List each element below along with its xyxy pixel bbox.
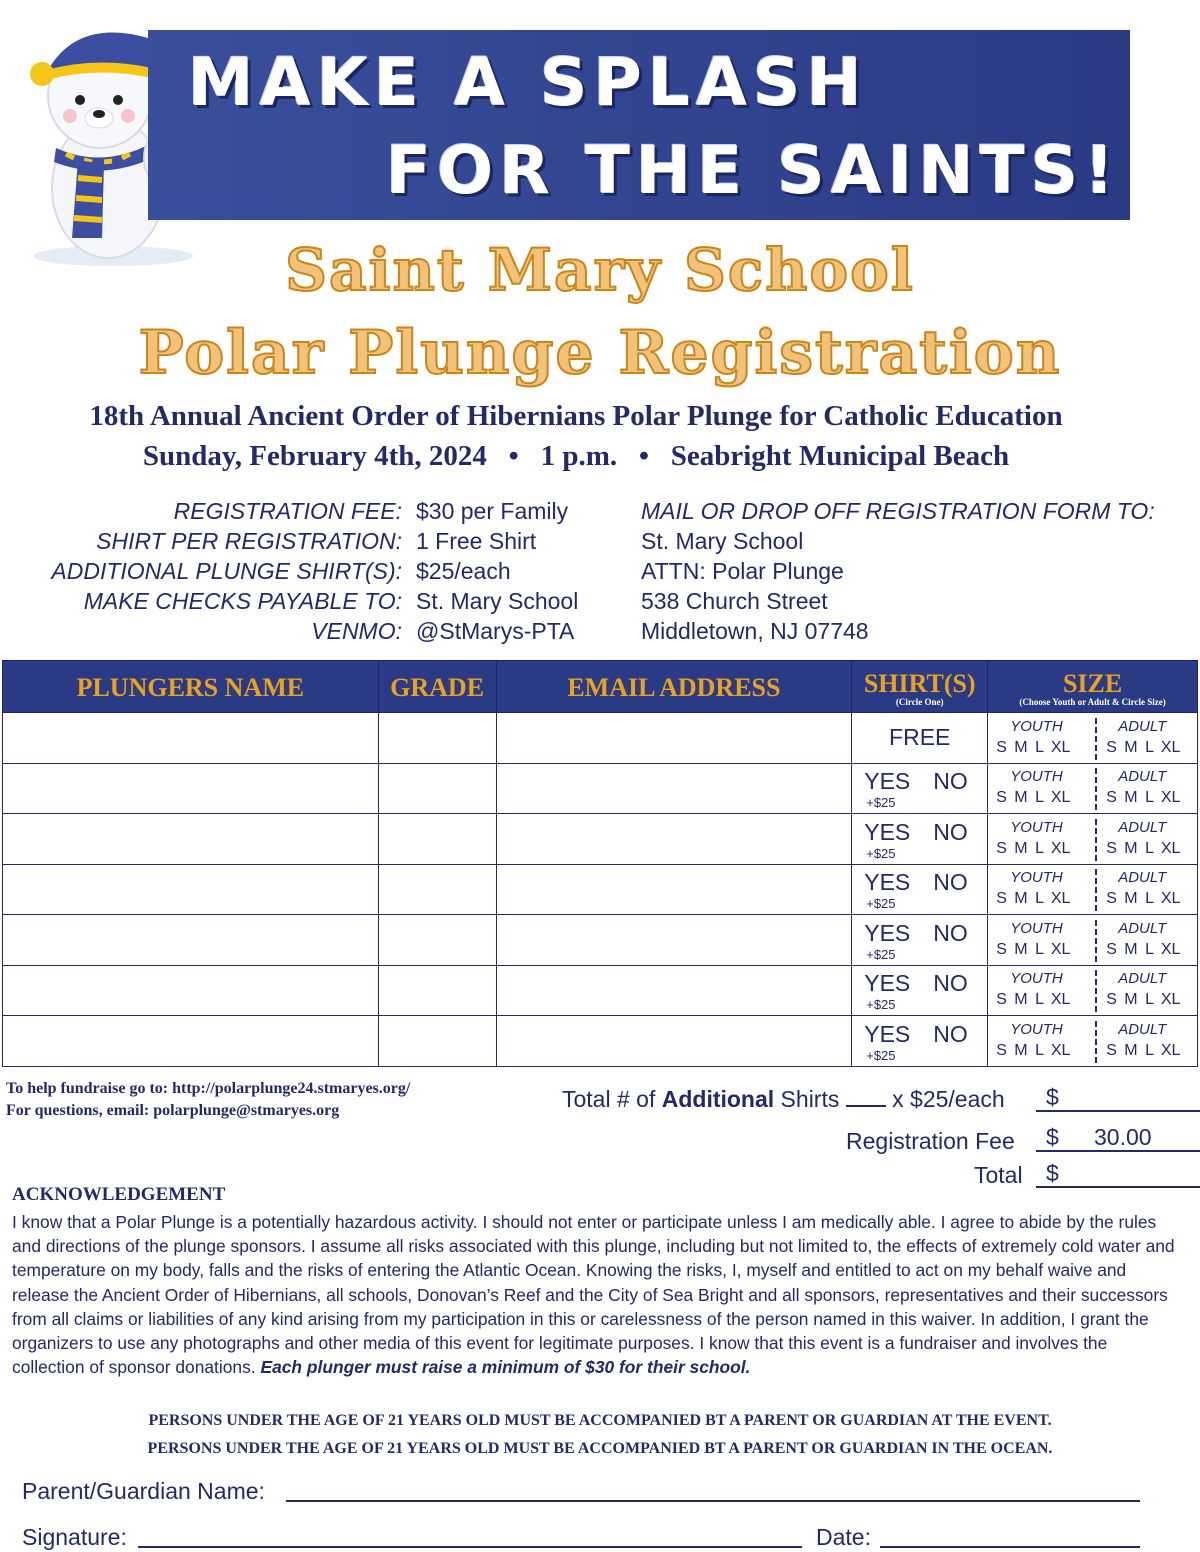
grade-field[interactable] — [378, 814, 496, 865]
youth-sizes[interactable]: S M L XL — [996, 1041, 1071, 1059]
email-field[interactable] — [496, 814, 852, 865]
fundraise-link[interactable]: To help fundraise go to: http://polarplunge24.stmaryes.org/ — [6, 1080, 411, 1097]
shirt-yes[interactable]: YES — [864, 869, 911, 896]
adult-sizes[interactable]: S M L XL — [1106, 991, 1181, 1009]
shirt-no[interactable]: NO — [933, 869, 968, 896]
grade-field[interactable] — [378, 915, 496, 966]
fee-label: ADDITIONAL PLUNGE SHIRT(S): — [51, 558, 402, 584]
table-row — [3, 915, 1198, 966]
header-shirts-note: (Circle One) — [895, 696, 944, 707]
shirt-price: +$25 — [866, 1047, 896, 1063]
school-title: Saint Mary School — [285, 236, 915, 304]
youth-label: YOUTH — [1010, 818, 1063, 836]
youth-label: YOUTH — [1010, 869, 1063, 887]
header-grade: GRADE — [378, 661, 496, 713]
date-field[interactable] — [880, 1546, 1140, 1548]
header-size-note: (Choose Youth or Adult & Circle Size) — [1019, 696, 1166, 707]
header-size-label: SIZE — [1062, 668, 1123, 698]
plunger-name-field[interactable] — [3, 915, 379, 966]
table-row — [3, 864, 1198, 915]
table-header-row — [3, 661, 1198, 713]
address-line: Middletown, NJ 07748 — [641, 618, 869, 644]
size-divider — [1095, 819, 1097, 861]
adult-label: ADULT — [1118, 768, 1167, 786]
shirt-yes-no[interactable] — [852, 915, 988, 966]
shirt-price: +$25 — [866, 896, 896, 912]
fee-value: @StMarys-PTA — [416, 618, 575, 644]
registration-title: Polar Plunge Registration — [138, 318, 1062, 388]
header-email: EMAIL ADDRESS — [496, 661, 852, 713]
youth-label: YOUTH — [1010, 970, 1063, 988]
event-date-location: Sunday, February 4th, 2024 • 1 p.m. • Seabright Municipal Beach — [142, 440, 1010, 472]
adult-sizes[interactable]: S M L XL — [1106, 890, 1181, 908]
table-row — [3, 965, 1198, 1016]
youth-label: YOUTH — [1010, 1020, 1063, 1038]
mailing-heading: MAIL OR DROP OFF REGISTRATION FORM TO: — [641, 498, 1155, 524]
banner-line-1: MAKE A SPLASH — [188, 44, 868, 121]
youth-sizes[interactable]: S M L XL — [996, 789, 1071, 807]
additional-post: Shirts — [774, 1086, 840, 1112]
acknowledgement-title: ACKNOWLEDGEMENT — [12, 1184, 226, 1205]
plunger-name-field[interactable] — [3, 713, 379, 764]
size-divider — [1095, 970, 1097, 1012]
grade-field[interactable] — [378, 713, 496, 764]
additional-count-field[interactable] — [846, 1105, 886, 1107]
additional-shirts-total — [562, 1086, 1005, 1113]
youth-label: YOUTH — [1010, 919, 1063, 937]
shirt-yes-no[interactable] — [852, 864, 988, 915]
shirt-yes[interactable]: YES — [864, 1020, 911, 1047]
table-row — [3, 713, 1198, 764]
plunger-name-field[interactable] — [3, 1016, 379, 1067]
shirt-yes-no[interactable] — [852, 763, 988, 814]
size-divider — [1095, 1021, 1097, 1063]
banner-line-2: FOR THE SAINTS! — [386, 132, 1121, 209]
email-field[interactable] — [496, 965, 852, 1016]
fee-value: $30 per Family — [416, 498, 569, 524]
address-line: 538 Church Street — [641, 588, 828, 614]
youth-label: YOUTH — [1010, 768, 1063, 786]
fee-values — [416, 496, 578, 646]
fee-value: 1 Free Shirt — [416, 528, 537, 554]
additional-bold: Additional — [661, 1086, 775, 1112]
fee-labels — [0, 496, 402, 646]
fee-label: SHIRT PER REGISTRATION: — [96, 528, 402, 554]
adult-label: ADULT — [1118, 717, 1167, 735]
fee-value: $25/each — [416, 558, 511, 584]
address-line: St. Mary School — [641, 528, 804, 554]
grade-field[interactable] — [378, 965, 496, 1016]
total-label: Total — [974, 1162, 1023, 1188]
signature-field[interactable] — [138, 1546, 802, 1548]
shirt-price: +$25 — [866, 845, 896, 861]
adult-sizes[interactable]: S M L XL — [1106, 839, 1181, 857]
shirt-price: +$25 — [866, 795, 896, 811]
adult-sizes[interactable]: S M L XL — [1106, 1041, 1181, 1059]
shirt-no[interactable]: NO — [933, 1020, 968, 1047]
size-selector[interactable] — [988, 915, 1198, 966]
size-selector[interactable] — [988, 864, 1198, 915]
size-selector[interactable] — [988, 763, 1198, 814]
table-row — [3, 763, 1198, 814]
youth-sizes[interactable]: S M L XL — [996, 991, 1071, 1009]
shirt-no[interactable]: NO — [933, 768, 968, 795]
shirt-yes-no[interactable] — [852, 814, 988, 865]
email-field[interactable] — [496, 763, 852, 814]
header-size — [988, 661, 1198, 713]
fee-label: VENMO: — [311, 618, 402, 644]
header-shirts-label: SHIRT(S) — [863, 668, 976, 698]
shirt-yes-no[interactable] — [852, 965, 988, 1016]
acknowledgement-emphasis: Each plunger must raise a minimum of $30 for their school. — [260, 1357, 751, 1378]
questions-email[interactable]: For questions, email: polarplunge@stmaryes.org — [6, 1102, 340, 1119]
size-selector[interactable] — [988, 965, 1198, 1016]
size-selector[interactable] — [988, 713, 1198, 764]
shirt-price: +$25 — [866, 997, 896, 1013]
address-line: ATTN: Polar Plunge — [641, 558, 844, 584]
guardian-name-field[interactable] — [286, 1500, 1140, 1502]
adult-label: ADULT — [1118, 818, 1167, 836]
shirt-no[interactable]: NO — [933, 970, 968, 997]
shirt-yes[interactable]: YES — [864, 768, 911, 795]
shirt-no[interactable]: NO — [933, 818, 968, 845]
plunger-name-field[interactable] — [3, 864, 379, 915]
grade-field[interactable] — [378, 864, 496, 915]
shirt-yes[interactable]: YES — [864, 970, 911, 997]
fee-value: St. Mary School — [416, 588, 579, 614]
email-field[interactable] — [496, 915, 852, 966]
size-divider — [1095, 768, 1097, 810]
table-row — [3, 814, 1198, 865]
grade-field[interactable] — [378, 763, 496, 814]
fee-label: REGISTRATION FEE: — [173, 498, 402, 524]
size-selector[interactable] — [988, 814, 1198, 865]
registration-fee-value: 30.00 — [1094, 1124, 1152, 1150]
header-shirts — [852, 661, 988, 713]
youth-label: YOUTH — [1010, 717, 1063, 735]
mailing-address — [641, 496, 1155, 646]
registration-fee-label: Registration Fee — [846, 1128, 1015, 1154]
table-row — [3, 1016, 1198, 1067]
grade-field[interactable] — [378, 1016, 496, 1067]
fee-label: MAKE CHECKS PAYABLE TO: — [83, 588, 402, 614]
date-label: Date: — [816, 1524, 871, 1550]
acknowledgement-text: I know that a Polar Plunge is a potentially hazardous activity. I should not enter or participate unless I am medically able. I agree to abide by the rules and directions of the plunge sponsors. I assume all risks associated with this plunge, including but not limited to, the effects of extremely cold water and temperature on my body, falls and the risks of entering the Atlantic Ocean. Knowing the risks, I, myself and entitled to act on my behalf waive and release the Ancient Order of Hibernians, all schools, Donovan’s Reef and the City of Sea Bright and all sponsors, representatives and their successors from all claims or liabilities of any kind arising from my participation in this or carelessness of the person named in this waiver. In addition, I grant the organizers to use any photographs and other media of this event for legitimate purposes. I know that this event is a fundraiser and involves the collection of sponsor donations. — [12, 1212, 1175, 1378]
shirt-yes[interactable]: YES — [864, 818, 911, 845]
header-banner — [148, 30, 1130, 220]
additional-pre: Total # of — [562, 1086, 662, 1112]
size-selector[interactable] — [988, 1016, 1198, 1067]
event-name: 18th Annual Ancient Order of Hibernians Polar Plunge for Catholic Education — [89, 400, 1063, 432]
header-plungers-name: PLUNGERS NAME — [3, 661, 379, 713]
size-divider — [1095, 869, 1097, 911]
shirt-no[interactable]: NO — [933, 919, 968, 946]
adult-sizes[interactable]: S M L XL — [1106, 738, 1181, 756]
registration-table — [2, 660, 1198, 1067]
shirt-yes[interactable]: YES — [864, 919, 911, 946]
size-divider — [1095, 718, 1097, 760]
shirt-free[interactable]: FREE — [852, 713, 988, 764]
adult-label: ADULT — [1118, 970, 1167, 988]
shirt-price: +$25 — [866, 946, 896, 962]
adult-label: ADULT — [1118, 919, 1167, 937]
youth-sizes[interactable]: S M L XL — [996, 940, 1071, 958]
email-field[interactable] — [496, 864, 852, 915]
dollar-sign: $ — [1046, 1084, 1059, 1110]
adult-label: ADULT — [1118, 869, 1167, 887]
email-field[interactable] — [496, 1016, 852, 1067]
registration-fee-field[interactable] — [1036, 1124, 1200, 1152]
plunger-name-field[interactable] — [3, 814, 379, 865]
dollar-sign: $ — [1046, 1160, 1059, 1186]
adult-sizes[interactable]: S M L XL — [1106, 789, 1181, 807]
additional-amount-field[interactable] — [1036, 1084, 1200, 1112]
youth-sizes[interactable]: S M L XL — [996, 839, 1071, 857]
size-divider — [1095, 920, 1097, 962]
age-warning-ocean: PERSONS UNDER THE AGE OF 21 YEARS OLD MUST BE ACCOMPANIED BT A PARENT OR GUARDIAN IN THE OCEAN. — [147, 1440, 1053, 1457]
adult-label: ADULT — [1118, 1020, 1167, 1038]
age-warning-event: PERSONS UNDER THE AGE OF 21 YEARS OLD MUST BE ACCOMPANIED BT A PARENT OR GUARDIAN AT THE EVENT. — [148, 1412, 1052, 1429]
signature-label: Signature: — [22, 1524, 127, 1550]
guardian-name-label: Parent/Guardian Name: — [22, 1478, 265, 1504]
total-amount-field[interactable] — [1036, 1160, 1200, 1188]
per-each-label: x $25/each — [892, 1086, 1005, 1112]
shirt-yes-no[interactable] — [852, 1016, 988, 1067]
fundraise-info — [6, 1078, 410, 1122]
plunger-name-field[interactable] — [3, 965, 379, 1016]
youth-sizes[interactable]: S M L XL — [996, 738, 1071, 756]
dollar-sign: $ — [1046, 1124, 1059, 1150]
acknowledgement-body — [12, 1210, 1182, 1379]
adult-sizes[interactable]: S M L XL — [1106, 940, 1181, 958]
email-field[interactable] — [496, 713, 852, 764]
plunger-name-field[interactable] — [3, 763, 379, 814]
youth-sizes[interactable]: S M L XL — [996, 890, 1071, 908]
